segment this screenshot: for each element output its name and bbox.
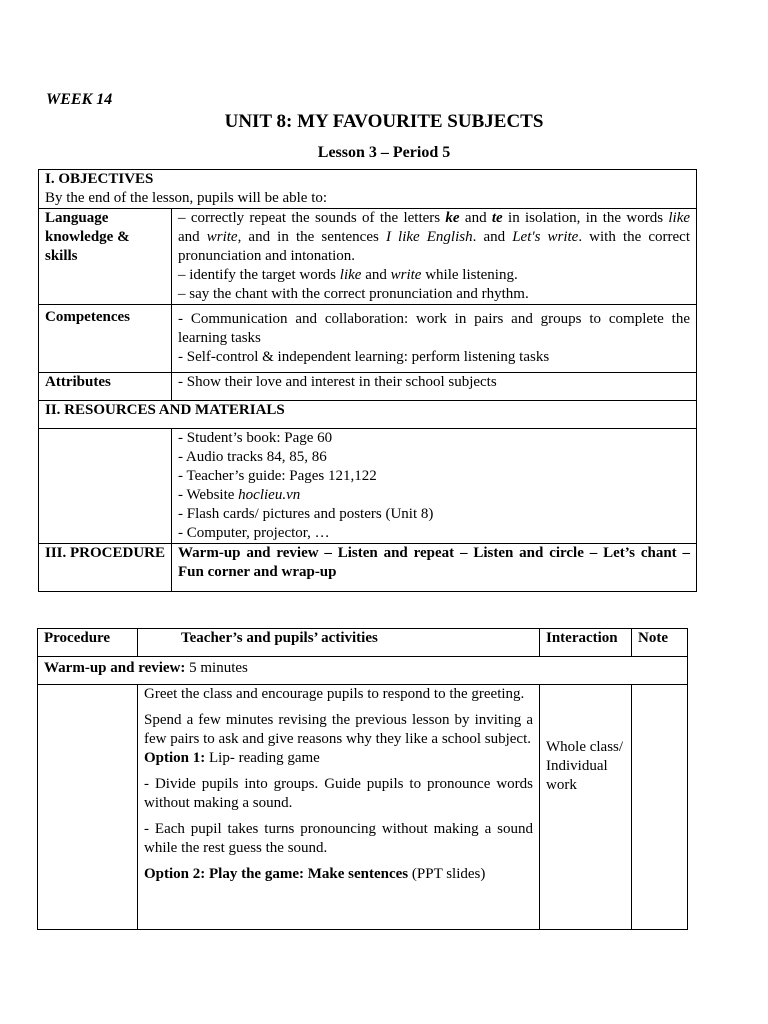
resource-item: - Student’s book: Page 60 [178,430,333,446]
resource-item: - Audio tracks 84, 85, 86 [178,449,327,465]
procedure-summary: Warm-up and review – Listen and repeat – Listen and circle – Let’s chant – Fun corner and wrap-up [172,544,697,592]
activity-pronounce: - Each pupil takes turns pronouncing without making a sound while the rest guess the sound. [144,821,533,856]
resource-item: - Computer, projector, … [178,525,330,541]
activity-revise: Spend a few minutes revising the previous lesson by inviting a few pairs to ask and give reasons why they like a school subject. [144,712,533,747]
competences-label: Competences [39,305,172,373]
header-activities: Teacher’s and pupils’ activities [138,629,540,657]
language-label: Language knowledge & skills [39,209,172,305]
objectives-header-cell [39,170,697,209]
header-procedure: Procedure [38,629,138,657]
resources-list [172,429,697,544]
attributes-label: Attributes [39,373,172,401]
activity-option1: Option 1: Lip- reading game [144,750,320,766]
resource-item: - Flash cards/ pictures and posters (Unit 8) [178,506,434,522]
interaction-cell: Whole class/ Individual work [540,685,632,930]
activities-cell [138,685,540,930]
procedure-label: III. PROCEDURE [39,544,172,592]
warmup-time: 5 minutes [185,660,248,676]
header-interaction: Interaction [540,629,632,657]
objectives-intro: By the end of the lesson, pupils will be able to: [45,190,328,206]
competences-line-1: - Communication and collaboration: work in pairs and groups to complete the learning tasks [178,311,691,346]
resource-item: - Teacher’s guide: Pages 121,122 [178,468,377,484]
week-label: WEEK 14 [46,91,113,108]
competences-content [172,305,697,373]
lesson-title: Lesson 3 – Period 5 [317,144,451,161]
procedure-empty-cell [38,685,138,930]
competences-line-2: - Self-control & independent learning: perform listening tasks [178,349,550,365]
website-link: hoclieu.vn [238,487,301,503]
header-note: Note [632,629,688,657]
warmup-label: Warm-up and review: [44,660,186,676]
activity-option2: Option 2: Play the game: Make sentences (PPT slides) [144,866,486,882]
warmup-section-row [38,657,688,685]
language-line-2: – identify the target words like and write while listening. [178,267,518,283]
procedure-table [37,628,688,930]
attributes-text: - Show their love and interest in their school subjects [172,373,697,401]
language-line-1: – correctly repeat the sounds of the letters ke and te in isolation, in the words like and write, and in the sentences I like English. and Let's write. with the correct pronunciation and intonation. [178,210,691,264]
activity-divide: - Divide pupils into groups. Guide pupils to pronounce words without making a sound. [144,776,533,811]
resources-heading: II. RESOURCES AND MATERIALS [39,401,697,429]
activity-greet: Greet the class and encourage pupils to respond to the greeting. [144,686,525,702]
note-cell [632,685,688,930]
language-line-3: – say the chant with the correct pronunciation and rhythm. [178,286,529,302]
resource-item-website: - Website hoclieu.vn [178,487,301,503]
unit-title: UNIT 8: MY FAVOURITE SUBJECTS [224,111,544,132]
language-content [172,209,697,305]
objectives-table [38,169,697,592]
resources-empty-cell [39,429,172,544]
objectives-heading: I. OBJECTIVES [45,171,154,187]
